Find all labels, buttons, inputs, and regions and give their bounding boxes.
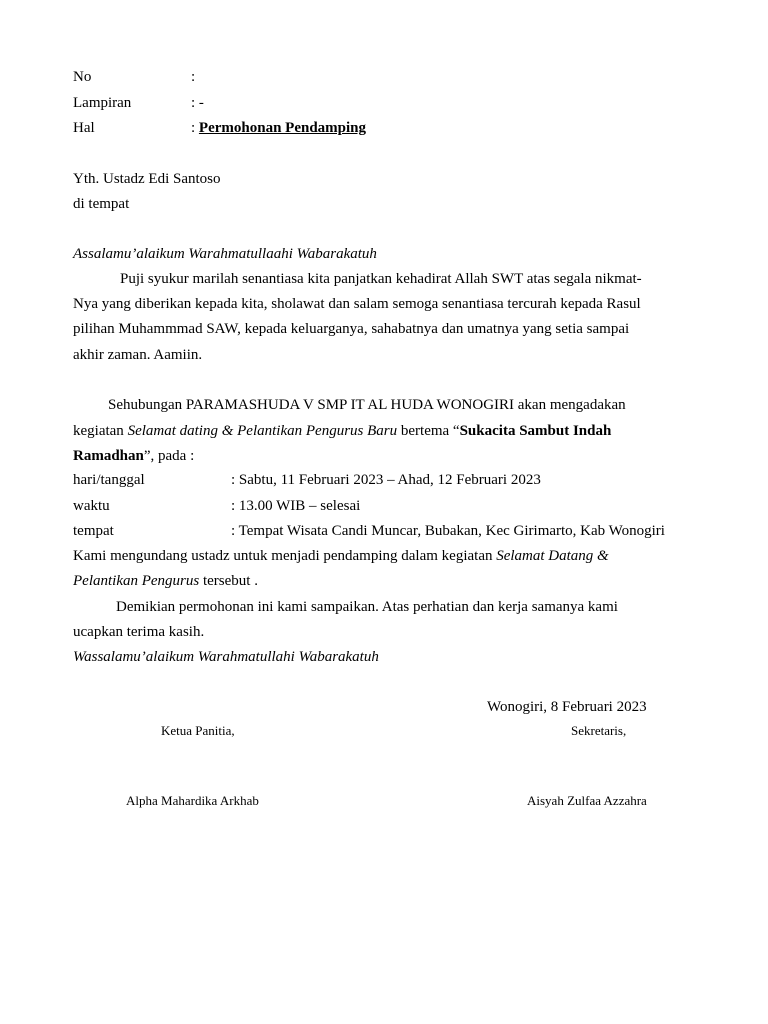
para2-line2 — [73, 422, 611, 440]
para2-line3 — [73, 447, 194, 465]
closing-line1: Demikian permohonan ini kami sampaikan. Atas perhatian dan kerja samanya kami — [116, 599, 618, 615]
event-name: Selamat dating & Pelantikan Pengurus Baru — [127, 423, 398, 439]
right-signer-name: Aisyah Zulfaa Azzahra — [527, 793, 647, 808]
no-value: : — [191, 69, 196, 85]
invite-event-part2: Pelantikan Pengurus — [73, 573, 200, 589]
time-value: : 13.00 WIB – selesai — [231, 498, 361, 514]
invite-text-2: tersebut . — [199, 573, 258, 589]
hal-line — [191, 119, 366, 137]
para2-text-3: ”, pada : — [143, 448, 195, 464]
theme-part2: Ramadhan — [73, 448, 144, 464]
para1-line4: akhir zaman. Aamiin. — [73, 347, 203, 363]
para2-line1: Sehubungan PARAMASHUDA V SMP IT AL HUDA WONOGIRI akan mengadakan — [108, 397, 626, 413]
invite-line2 — [73, 572, 258, 590]
hal-colon: : — [191, 120, 199, 136]
salutation: Assalamu’alaikum Warahmatullaahi Wabarakatuh — [73, 246, 377, 262]
para1-line2: Nya yang diberikan kepada kita, sholawat dan salam semoga senantiasa tercurah kepada Rasul — [73, 296, 641, 312]
right-signer-title: Sekretaris, — [571, 723, 627, 738]
recipient-place: di tempat — [73, 196, 130, 212]
invite-line1 — [73, 547, 609, 565]
closing-salam: Wassalamu’alaikum Warahmatullahi Wabarakatuh — [73, 649, 379, 665]
left-signer-title: Ketua Panitia, — [161, 723, 235, 738]
lampiran-label: Lampiran — [73, 95, 132, 111]
left-signer-name: Alpha Mahardika Arkhab — [126, 793, 259, 808]
place-value: : Tempat Wisata Candi Muncar, Bubakan, Kec Girimarto, Kab Wonogiri — [231, 523, 665, 539]
para1-line3: pilihan Muhammmad SAW, kepada keluarganya, sahabatnya dan umatnya yang setia sampai — [73, 321, 630, 337]
invite-text: Kami mengundang ustadz untuk menjadi pendamping dalam kegiatan — [73, 548, 497, 564]
date-value: : Sabtu, 11 Februari 2023 – Ahad, 12 Februari 2023 — [231, 472, 541, 488]
para2-text-2: bertema “ — [397, 423, 460, 439]
hal-value: Permohonan Pendamping — [198, 120, 367, 136]
para1-line1: Puji syukur marilah senantiasa kita panjatkan kehadirat Allah SWT atas segala nikmat- — [120, 271, 642, 287]
recipient-name: Yth. Ustadz Edi Santoso — [73, 171, 221, 187]
hal-label: Hal — [73, 120, 95, 136]
theme-part1: Sukacita Sambut Indah — [459, 423, 612, 439]
lampiran-value: : - — [191, 95, 204, 111]
no-label: No — [73, 69, 92, 85]
invite-event-part1: Selamat Datang & — [496, 548, 609, 564]
date-label: hari/tanggal — [73, 472, 145, 488]
time-label: waktu — [73, 498, 110, 514]
place-label: tempat — [73, 523, 114, 539]
place-date: Wonogiri, 8 Februari 2023 — [487, 699, 647, 715]
para2-text: kegiatan — [73, 423, 128, 439]
closing-line2: ucapkan terima kasih. — [73, 624, 205, 640]
